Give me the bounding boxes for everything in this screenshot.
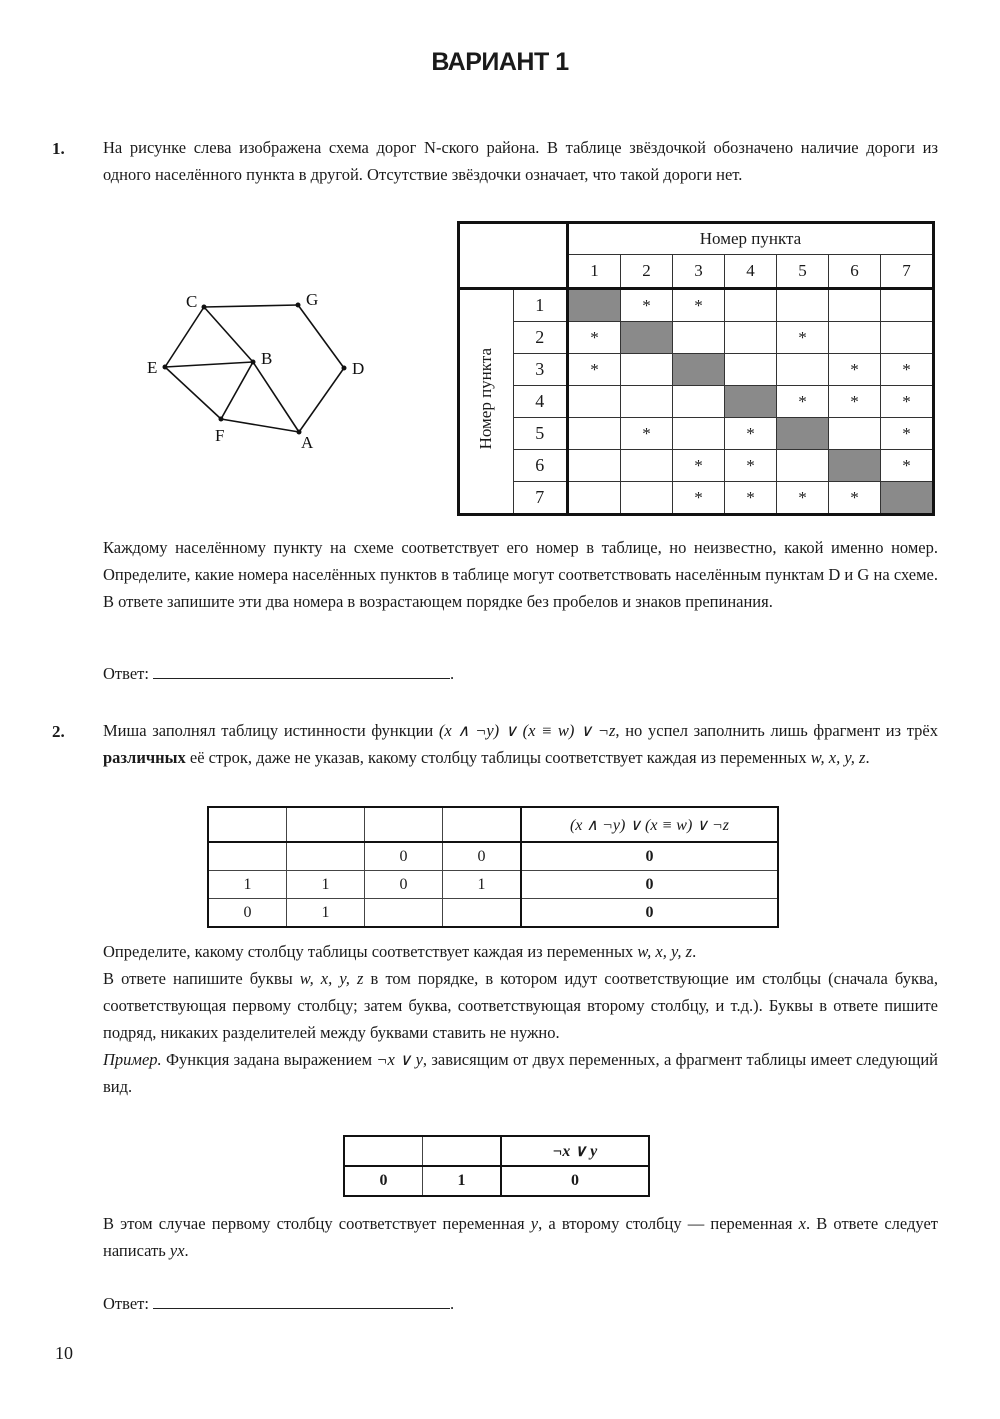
matrix-cell bbox=[829, 450, 881, 482]
matrix-cell bbox=[881, 482, 934, 515]
emphasis-different: различных bbox=[103, 748, 186, 767]
table-row bbox=[344, 1166, 649, 1196]
conclusion-text: . В ответе следует написать bbox=[103, 1214, 938, 1260]
matrix-cell bbox=[621, 450, 673, 482]
matrix-cell bbox=[673, 418, 725, 450]
variable-cell: 0 bbox=[365, 842, 443, 871]
matrix-cell bbox=[829, 289, 881, 322]
matrix-row-number: 4 bbox=[513, 386, 568, 418]
matrix-cell bbox=[568, 482, 621, 515]
task1-intro bbox=[103, 134, 938, 188]
conclusion-text: , а второму столбцу — переменная bbox=[538, 1214, 799, 1233]
road-star-cell: * bbox=[829, 482, 881, 515]
instructions-text: Определите, какому столбцу таблицы соответствует каждая из переменных bbox=[103, 942, 638, 961]
matrix-cell bbox=[568, 450, 621, 482]
function-cell: ¬x ∨ y bbox=[501, 1136, 649, 1166]
conclusion-text: В этом случае первому столбцу соответствует переменная bbox=[103, 1214, 531, 1233]
task2-number: 2. bbox=[52, 722, 65, 741]
matrix-row-number: 7 bbox=[513, 482, 568, 515]
var-y: y bbox=[530, 1214, 539, 1233]
matrix-cell bbox=[881, 322, 934, 354]
road-edge bbox=[204, 305, 298, 307]
road-star-cell: * bbox=[829, 386, 881, 418]
node-label-F: F bbox=[215, 426, 225, 445]
matrix-column-header: Номер пункта bbox=[568, 223, 934, 255]
matrix-cell bbox=[777, 450, 829, 482]
conclusion-text: . bbox=[184, 1241, 189, 1260]
node-dot bbox=[163, 365, 168, 370]
road-star-cell: * bbox=[621, 289, 673, 322]
task2-intro bbox=[103, 717, 938, 771]
task1-answer-field[interactable] bbox=[153, 660, 450, 679]
matrix-column-number: 6 bbox=[829, 255, 881, 289]
variables-list: w, x, y, z bbox=[299, 969, 364, 988]
node-dot bbox=[219, 417, 224, 422]
matrix-cell bbox=[725, 354, 777, 386]
task1-question bbox=[103, 534, 938, 615]
road-star-cell: * bbox=[673, 482, 725, 515]
road-star-cell: * bbox=[568, 354, 621, 386]
matrix-cell bbox=[777, 289, 829, 322]
road-star-cell: * bbox=[777, 322, 829, 354]
matrix-row bbox=[459, 386, 934, 418]
matrix-row-header-text: Номер пункта bbox=[476, 348, 496, 450]
example-text: Функция задана выражением bbox=[161, 1050, 377, 1069]
task2-intro-text: её строк, даже не указав, какому столбцу таблицы соответствует каждая из переменных bbox=[185, 748, 811, 767]
example-label: Пример. bbox=[103, 1050, 162, 1069]
road-star-cell: * bbox=[673, 450, 725, 482]
road-star-cell: * bbox=[725, 418, 777, 450]
table-row bbox=[208, 871, 778, 899]
road-edge bbox=[298, 305, 344, 368]
matrix-cell bbox=[777, 418, 829, 450]
adjacency-matrix bbox=[457, 221, 935, 516]
var-x: x bbox=[798, 1214, 806, 1233]
variable-cell: 0 bbox=[344, 1166, 423, 1196]
task2-intro-text: . bbox=[865, 748, 870, 767]
matrix-cell bbox=[568, 386, 621, 418]
matrix-cell bbox=[673, 386, 725, 418]
page-title: ВАРИАНТ 1 bbox=[431, 48, 569, 76]
node-label-E: E bbox=[147, 358, 158, 377]
matrix-cell bbox=[725, 386, 777, 418]
task1-question-text: Каждому населённому пункту на схеме соответствует его номер в таблице, но неизвестно, какой именно номер. Определите, какие номера населённых пунктов в таблице могут соответствовать населённым пунктам D и G на схеме. В ответе запишите эти два номера в возрастающем порядке без пробелов и знаков препинания. bbox=[103, 538, 938, 611]
road-star-cell: * bbox=[621, 418, 673, 450]
variable-cell: 1 bbox=[208, 871, 287, 899]
road-star-cell: * bbox=[725, 450, 777, 482]
node-dot bbox=[251, 360, 256, 365]
variable-cell: 1 bbox=[287, 899, 365, 928]
variable-cell bbox=[344, 1136, 423, 1166]
matrix-cell bbox=[725, 289, 777, 322]
road-edge bbox=[204, 307, 253, 362]
matrix-cell bbox=[725, 322, 777, 354]
task1-number: 1. bbox=[52, 139, 65, 158]
node-label-A: A bbox=[301, 433, 314, 452]
matrix-row-number: 2 bbox=[513, 322, 568, 354]
node-dot bbox=[342, 366, 347, 371]
table-row bbox=[208, 842, 778, 871]
road-star-cell: * bbox=[829, 354, 881, 386]
variable-cell bbox=[423, 1136, 502, 1166]
matrix-column-number: 2 bbox=[621, 255, 673, 289]
matrix-row bbox=[459, 354, 934, 386]
instructions-text: . bbox=[692, 942, 697, 961]
matrix-row-number: 3 bbox=[513, 354, 568, 386]
variable-cell: 0 bbox=[365, 871, 443, 899]
instructions-text: В ответе напишите буквы bbox=[103, 969, 300, 988]
node-label-B: B bbox=[261, 349, 273, 368]
road-edge bbox=[253, 362, 299, 432]
road-star-cell: * bbox=[881, 450, 934, 482]
node-label-G: G bbox=[306, 290, 319, 309]
matrix-row bbox=[459, 418, 934, 450]
road-star-cell: * bbox=[881, 354, 934, 386]
matrix-row-number: 1 bbox=[513, 289, 568, 322]
variables-list: w, x, y, z bbox=[637, 942, 693, 961]
function-cell: 0 bbox=[521, 842, 778, 871]
road-star-cell: * bbox=[777, 386, 829, 418]
matrix-column-number: 4 bbox=[725, 255, 777, 289]
table-header-row bbox=[344, 1136, 649, 1166]
variable-cell bbox=[365, 807, 443, 842]
matrix-row-header bbox=[459, 289, 514, 515]
matrix-cell bbox=[673, 354, 725, 386]
function-cell: 0 bbox=[501, 1166, 649, 1196]
matrix-column-number: 3 bbox=[673, 255, 725, 289]
matrix-row bbox=[459, 450, 934, 482]
variable-cell: 1 bbox=[423, 1166, 502, 1196]
example-text: , зависящим от двух переменных, а фрагмент таблицы имеет следующий вид. bbox=[103, 1050, 938, 1096]
variable-cell: 1 bbox=[443, 871, 522, 899]
variable-cell bbox=[287, 807, 365, 842]
matrix-cell bbox=[621, 386, 673, 418]
matrix-cell bbox=[673, 322, 725, 354]
matrix-cell bbox=[568, 289, 621, 322]
matrix-row-number: 6 bbox=[513, 450, 568, 482]
function-expression: (x ∧ ¬y) ∨ (x ≡ w) ∨ ¬z bbox=[438, 721, 616, 740]
variable-cell: 0 bbox=[443, 842, 522, 871]
matrix-cell bbox=[621, 322, 673, 354]
variable-cell bbox=[208, 807, 287, 842]
instructions-text: в том порядке, в котором идут соответствующие им столбцы (сначала буква, соответствующая первому столбцу; затем буква, соответствующая второму столбцу, и т.д.). Буквы в ответе пишите подряд, никаких разделителей между буквами ставить не нужно. bbox=[103, 969, 938, 1042]
example-answer: yx bbox=[169, 1241, 185, 1260]
matrix-cell bbox=[829, 322, 881, 354]
variable-cell: 0 bbox=[208, 899, 287, 928]
matrix-column-number: 5 bbox=[777, 255, 829, 289]
road-graph-diagram bbox=[140, 285, 380, 455]
matrix-cell bbox=[881, 289, 934, 322]
road-edge bbox=[221, 419, 299, 432]
example-truth-table bbox=[343, 1135, 650, 1197]
task2-conclusion bbox=[103, 1210, 938, 1264]
task2-instructions bbox=[103, 938, 938, 1100]
variable-cell: 1 bbox=[287, 871, 365, 899]
road-star-cell: * bbox=[777, 482, 829, 515]
road-star-cell: * bbox=[568, 322, 621, 354]
truth-table-fragment bbox=[207, 806, 779, 928]
function-cell: 0 bbox=[521, 899, 778, 928]
variable-cell bbox=[443, 899, 522, 928]
node-label-D: D bbox=[352, 359, 365, 378]
node-dot bbox=[202, 305, 207, 310]
road-edge bbox=[165, 367, 221, 419]
matrix-column-number: 7 bbox=[881, 255, 934, 289]
matrix-row bbox=[459, 482, 934, 515]
matrix-row bbox=[459, 322, 934, 354]
example-expression: ¬x ∨ y bbox=[376, 1050, 423, 1069]
task1-answer: Ответ: . bbox=[103, 660, 454, 684]
node-dot bbox=[296, 303, 301, 308]
matrix-corner bbox=[459, 223, 568, 289]
road-edge bbox=[299, 368, 344, 432]
road-star-cell: * bbox=[881, 386, 934, 418]
task2-intro-text: Миша заполнял таблицу истинности функции bbox=[103, 721, 439, 740]
task2-answer-field[interactable] bbox=[153, 1290, 450, 1309]
matrix-row bbox=[459, 289, 934, 322]
matrix-column-number: 1 bbox=[568, 255, 621, 289]
answer-label: Ответ: bbox=[103, 1294, 149, 1313]
road-star-cell: * bbox=[673, 289, 725, 322]
function-cell: 0 bbox=[521, 871, 778, 899]
table-header-row bbox=[208, 807, 778, 842]
road-star-cell: * bbox=[881, 418, 934, 450]
variable-cell bbox=[208, 842, 287, 871]
answer-label: Ответ: bbox=[103, 664, 149, 683]
matrix-row-number: 5 bbox=[513, 418, 568, 450]
variable-cell bbox=[443, 807, 522, 842]
matrix-cell bbox=[777, 354, 829, 386]
task2-intro-text: , но успел заполнить лишь фрагмент из трёх bbox=[615, 721, 938, 740]
matrix-cell bbox=[568, 418, 621, 450]
task1-intro-text: На рисунке слева изображена схема дорог N-ского района. В таблице звёздочкой обозначено наличие дороги из одного населённого пункта в другой. Отсутствие звёздочки означает, что такой дороги нет. bbox=[103, 138, 938, 184]
variables-list: w, x, y, z bbox=[810, 748, 866, 767]
road-edge bbox=[165, 362, 253, 367]
page-number: 10 bbox=[55, 1343, 73, 1363]
variable-cell bbox=[365, 899, 443, 928]
variable-cell bbox=[287, 842, 365, 871]
node-label-C: C bbox=[186, 292, 198, 311]
road-edge bbox=[165, 307, 204, 367]
matrix-cell bbox=[829, 418, 881, 450]
task2-answer: Ответ: . bbox=[103, 1290, 454, 1314]
table-row bbox=[208, 899, 778, 928]
road-edge bbox=[221, 362, 253, 419]
matrix-cell bbox=[621, 482, 673, 515]
matrix-cell bbox=[621, 354, 673, 386]
function-cell: (x ∧ ¬y) ∨ (x ≡ w) ∨ ¬z bbox=[521, 807, 778, 842]
road-star-cell: * bbox=[725, 482, 777, 515]
